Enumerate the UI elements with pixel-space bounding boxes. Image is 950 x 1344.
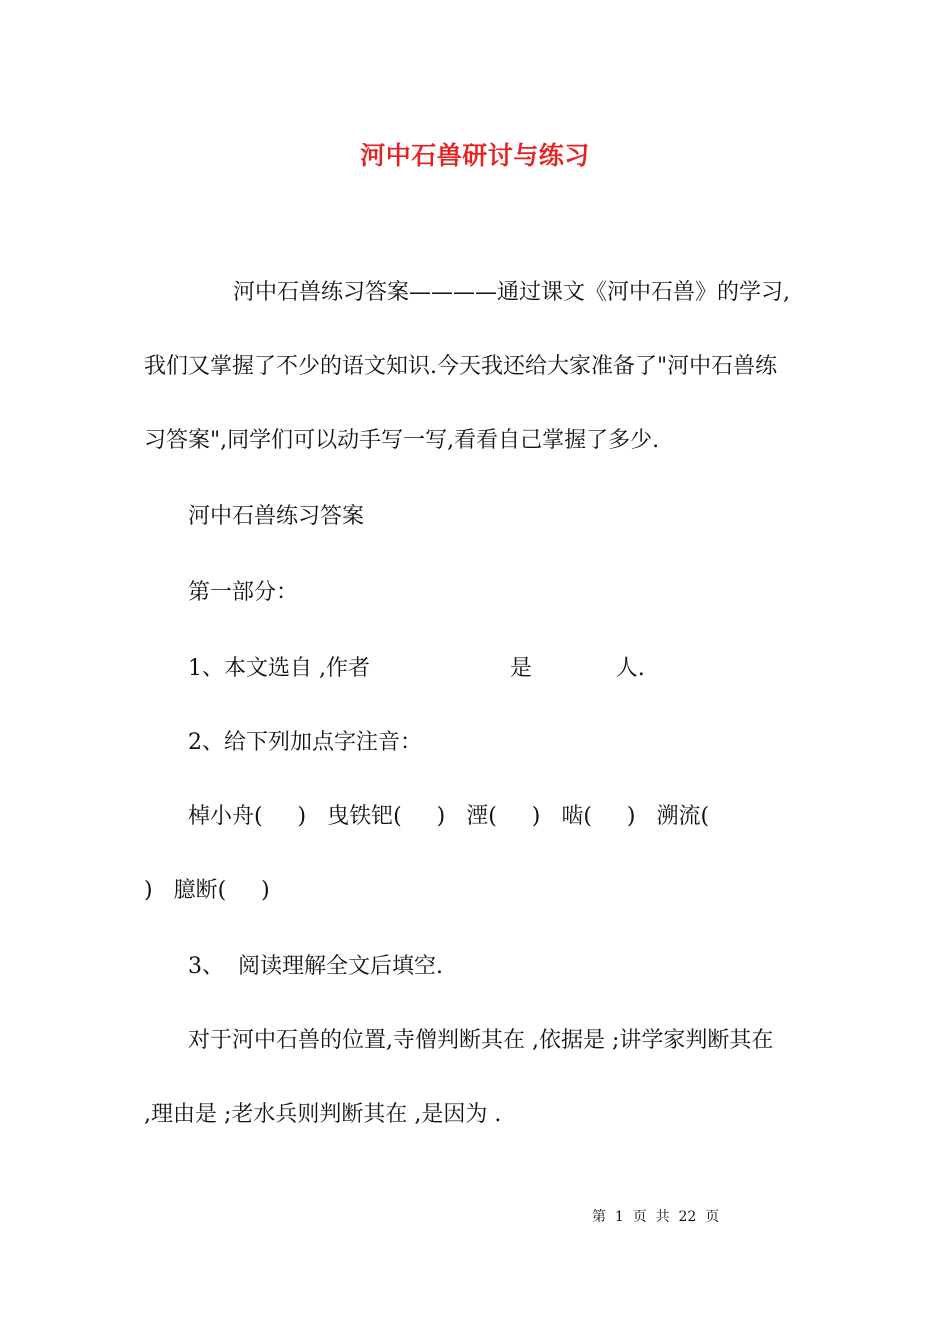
part-heading: 第一部分： (188, 580, 299, 605)
document-title: 河中石兽研讨与练习 (360, 141, 590, 170)
question-2-items-line-1: 棹小舟( ) 曳铁钯( ) 湮( ) 啮( ) 溯流( (188, 804, 710, 829)
intro-line-3: 习答案",同学们可以动手写一写,看看自己掌握了多少. (144, 428, 660, 453)
question-2-items-line-2: ) 臆断( ) (144, 878, 270, 903)
question-3-text-line-2: ,理由是 ;老水兵则判断其在 ,是因为 . (144, 1102, 502, 1127)
intro-line-1: 河中石兽练习答案————通过课文《河中石兽》的学习, (233, 280, 790, 305)
question-2: 2、给下列加点字注音： (188, 730, 422, 755)
section-heading: 河中石兽练习答案 (188, 504, 365, 529)
question-3: 3、 阅读理解全文后填空. (188, 954, 443, 979)
question-3-text-line-1: 对于河中石兽的位置,寺僧判断其在 ,依据是 ;讲学家判断其在 (188, 1028, 774, 1053)
intro-line-2: 我们又掌握了不少的语文知识.今天我还给大家准备了"河中石兽练 (144, 354, 778, 379)
page-footer: 第 1 页 共 22 页 (592, 1209, 720, 1225)
question-1: 1、本文选自 ,作者 是 人. (188, 656, 645, 681)
